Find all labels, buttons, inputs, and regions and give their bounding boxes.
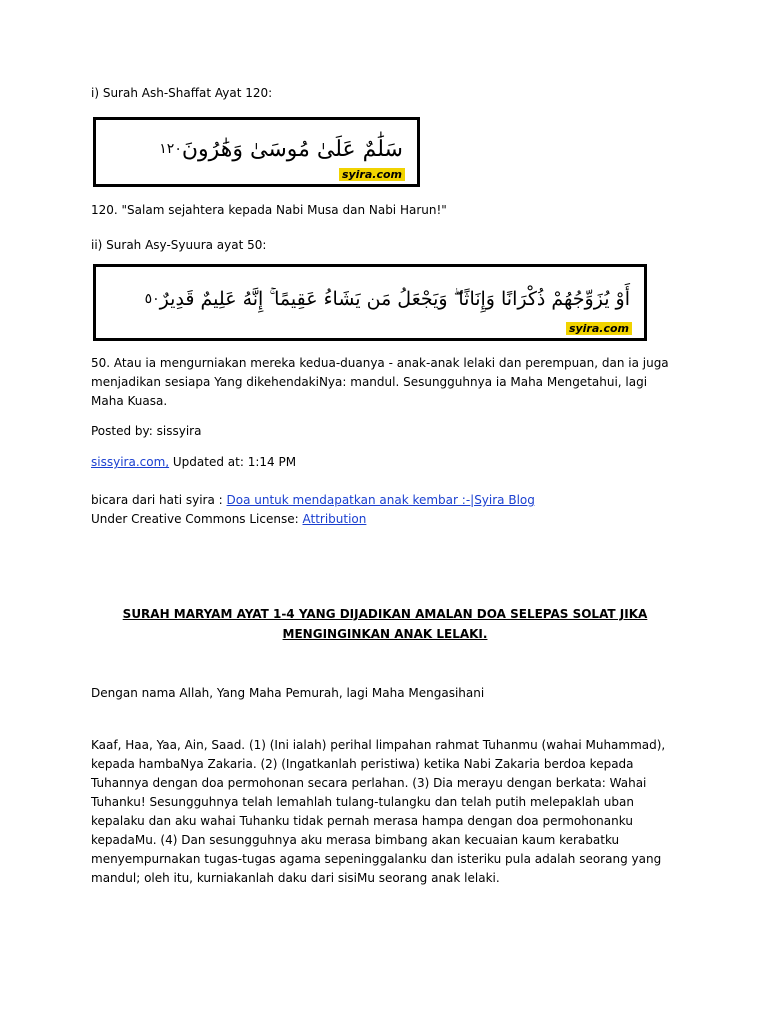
verse-arabic: سَلَٰمٌ عَلَىٰ مُوسَىٰ وَهَٰرُونَ <box>181 136 403 162</box>
section1-translation: 120. "Salam sejahtera kepada Nabi Musa dan Nabi Harun!" <box>91 203 447 217</box>
verse-arabic-text <box>139 264 630 338</box>
source-link[interactable]: Doa untuk mendapatkan anak kembar :-|Syira Blog <box>226 493 535 507</box>
bismillah-line: Dengan nama Allah, Yang Maha Pemurah, lagi Maha Mengasihani <box>91 686 485 700</box>
verse-arabic: أَوْ يُزَوِّجُهُمْ ذُكْرَانًا وَإِنَاثًا ۖ وَيَجْعَلُ مَن يَشَاءُ عَقِيمًا ۚ إِنَّهُ عَلِيمٌ قَدِيرٌ <box>159 287 630 310</box>
source-prefix: bicara dari hati syira : <box>91 493 227 507</box>
license-prefix: Under Creative Commons License: <box>91 512 303 526</box>
verse-image-ash-shaffat-120 <box>93 117 420 187</box>
source-line <box>91 493 535 507</box>
section2-translation: 50. Atau ia mengurniakan mereka kedua-duanya - anak-anak lelaki dan perempuan, dan ia juga menjadikan sesiapa Yang dikehendakiNya: mandul. Sesungguhnya ia Maha Mengetahui, lagi Maha Kuasa. <box>91 356 669 408</box>
posted-by: Posted by: sissyira <box>91 424 202 438</box>
section-heading: SURAH MARYAM AYAT 1-4 YANG DIJADIKAN AMALAN DOA SELEPAS SOLAT JIKA MENGINGINKAN ANAK LELAKI. <box>122 607 648 641</box>
update-time: Updated at: 1:14 PM <box>169 455 297 469</box>
license-line <box>91 512 366 526</box>
verse-number-marker: ١٢٠ <box>159 141 182 157</box>
verse-image-asy-syuura-50 <box>93 264 647 341</box>
section2-label: ii) Surah Asy-Syuura ayat 50: <box>91 238 267 252</box>
syira-watermark: syira.com <box>339 168 405 181</box>
verse-number-marker: ٥٠ <box>144 290 160 307</box>
update-line <box>91 455 296 469</box>
site-link[interactable]: sissyira.com, <box>91 455 170 469</box>
body-paragraph: Kaaf, Haa, Yaa, Ain, Saad. (1) (Ini ialah) perihal limpahan rahmat Tuhanmu (wahai Muhammad), kepada hambaNya Zakaria. (2) (Ingatkanlah peristiwa) ketika Nabi Zakaria berdoa kepada Tuhannya dengan doa permohonan secara perlahan. (3) Dia merayu dengan berkata: Wahai Tuhanku! Sesungguhnya telah lemahlah tulang-tulangku dan telah putih melepaklah uban kepalaku dan aku wahai Tuhanku tidak pernah merasa hampa dengan doa permohonanku kepadaMu. (4) Dan sesungguhnya aku merasa bimbang akan kecuaian kaum kerabatku menyempurnakan tugas-tugas agama sepeninggalanku dan isteriku pula adalah seorang yang mandul; oleh itu, kurniakanlah daku dari sisiMu seorang anak lelaki. <box>91 738 666 885</box>
license-link[interactable]: Attribution <box>302 512 367 526</box>
syira-watermark: syira.com <box>566 322 632 335</box>
section1-label: i) Surah Ash-Shaffat Ayat 120: <box>91 86 273 100</box>
